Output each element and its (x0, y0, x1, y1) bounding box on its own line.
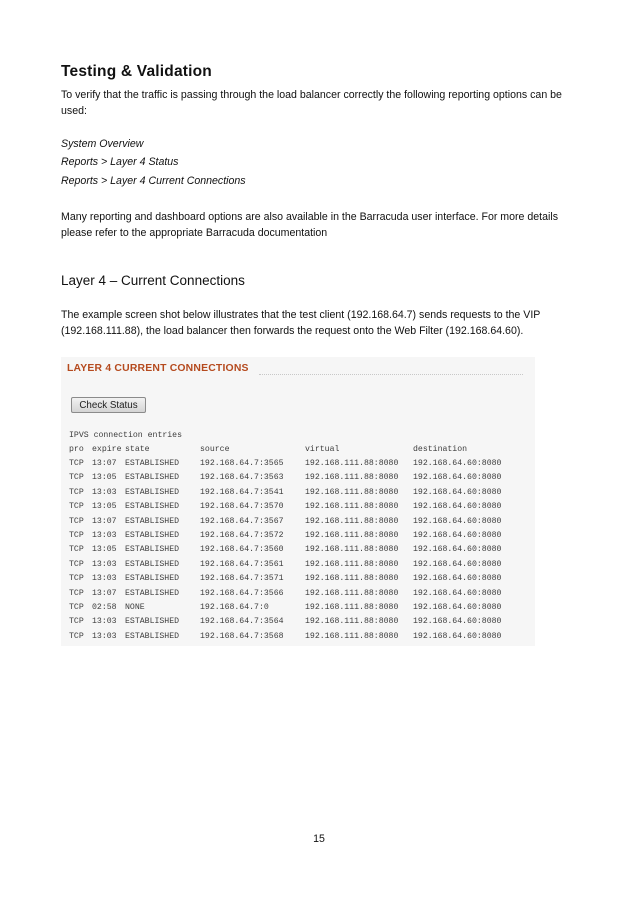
cell-source: 192.168.64.7:3565 (200, 459, 284, 468)
cell-destination: 192.168.64.60:8080 (413, 631, 502, 641)
cell-source: 192.168.64.7:3567 (200, 516, 284, 526)
connections-screenshot (61, 357, 535, 646)
cell-virtual: 192.168.111.88:8080 (305, 516, 399, 526)
cell-expire: 13:05 (92, 502, 117, 512)
cell-source: 192.168.64.7:3564 (200, 617, 284, 627)
cell-state: ESTABLISHED (125, 574, 180, 584)
cell-destination: 192.168.64.60:8080 (413, 559, 502, 569)
cell-expire: 13:03 (92, 631, 117, 641)
option-layer4-connections: Reports > Layer 4 Current Connections (61, 175, 246, 187)
more-details-paragraph: Many reporting and dashboard options are also available in the Barracuda user interface. For more details please refer to the appropriate Barracuda documentation (61, 211, 559, 239)
cell-virtual: 192.168.111.88:8080 (305, 487, 399, 497)
cell-state: ESTABLISHED (125, 459, 180, 468)
cell-virtual: 192.168.111.88:8080 (305, 559, 399, 569)
cell-expire: 13:03 (92, 617, 117, 627)
cell-virtual: 192.168.111.88:8080 (305, 631, 399, 641)
cell-destination: 192.168.64.60:8080 (413, 531, 502, 540)
cell-destination: 192.168.64.60:8080 (413, 487, 502, 497)
column-header-destination: destination (413, 445, 468, 454)
cell-source: 192.168.64.7:3572 (200, 531, 284, 540)
cell-virtual: 192.168.111.88:8080 (305, 459, 399, 468)
cell-state: ESTABLISHED (125, 502, 180, 512)
cell-pro: TCP (69, 559, 84, 569)
cell-destination: 192.168.64.60:8080 (413, 545, 502, 555)
cell-destination: 192.168.64.60:8080 (413, 459, 502, 468)
column-header-pro: pro (69, 445, 84, 454)
cell-source: 192.168.64.7:3563 (200, 473, 284, 483)
column-header-virtual: virtual (305, 445, 340, 454)
cell-virtual: 192.168.111.88:8080 (305, 502, 399, 512)
check-status-button[interactable]: Check Status (71, 397, 146, 413)
cell-expire: 13:05 (92, 473, 117, 483)
cell-source: 192.168.64.7:3541 (200, 487, 284, 497)
cell-expire: 13:07 (92, 459, 117, 468)
cell-expire: 13:03 (92, 559, 117, 569)
cell-state: ESTABLISHED (125, 473, 180, 483)
section-paragraph: The example screen shot below illustrates that the test client (192.168.64.7) sends requests to the VIP (192.168.111.88), the load balancer then forwards the request onto the Web Filter (192.168.64.60). (61, 309, 541, 337)
cell-virtual: 192.168.111.88:8080 (305, 603, 399, 612)
cell-pro: TCP (69, 459, 84, 468)
cell-state: ESTABLISHED (125, 545, 180, 555)
screenshot-title: LAYER 4 CURRENT CONNECTIONS (67, 363, 249, 374)
column-header-expire: expire (92, 445, 122, 454)
column-header-source: source (200, 445, 230, 454)
cell-pro: TCP (69, 545, 84, 555)
cell-state: ESTABLISHED (125, 487, 180, 497)
cell-source: 192.168.64.7:3566 (200, 588, 284, 598)
cell-source: 192.168.64.7:3560 (200, 545, 284, 555)
cell-pro: TCP (69, 531, 84, 540)
cell-source: 192.168.64.7:3571 (200, 574, 284, 584)
cell-virtual: 192.168.111.88:8080 (305, 617, 399, 627)
cell-expire: 13:05 (92, 545, 117, 555)
cell-virtual: 192.168.111.88:8080 (305, 473, 399, 483)
cell-destination: 192.168.64.60:8080 (413, 502, 502, 512)
cell-expire: 13:03 (92, 487, 117, 497)
cell-pro: TCP (69, 588, 84, 598)
cell-expire: 13:07 (92, 588, 117, 598)
cell-pro: TCP (69, 502, 84, 512)
cell-destination: 192.168.64.60:8080 (413, 473, 502, 483)
cell-source: 192.168.64.7:0 (200, 603, 269, 612)
column-header-state: state (125, 445, 150, 454)
cell-virtual: 192.168.111.88:8080 (305, 588, 399, 598)
cell-pro: TCP (69, 473, 84, 483)
cell-pro: TCP (69, 574, 84, 584)
option-layer4-status: Reports > Layer 4 Status (61, 156, 179, 168)
ipvs-label: IPVS connection entries (69, 431, 183, 440)
title-divider (259, 374, 523, 375)
cell-destination: 192.168.64.60:8080 (413, 516, 502, 526)
cell-source: 192.168.64.7:3561 (200, 559, 284, 569)
cell-source: 192.168.64.7:3570 (200, 502, 284, 512)
cell-state: ESTABLISHED (125, 617, 180, 627)
cell-destination: 192.168.64.60:8080 (413, 617, 502, 627)
cell-state: ESTABLISHED (125, 631, 180, 641)
cell-pro: TCP (69, 631, 84, 641)
cell-state: ESTABLISHED (125, 559, 180, 569)
cell-pro: TCP (69, 603, 84, 612)
cell-virtual: 192.168.111.88:8080 (305, 531, 399, 540)
cell-pro: TCP (69, 516, 84, 526)
cell-expire: 13:07 (92, 516, 117, 526)
cell-expire: 13:03 (92, 574, 117, 584)
cell-state: ESTABLISHED (125, 588, 180, 598)
cell-destination: 192.168.64.60:8080 (413, 603, 502, 612)
intro-paragraph: To verify that the traffic is passing through the load balancer correctly the following reporting options can be used: (61, 89, 562, 117)
cell-virtual: 192.168.111.88:8080 (305, 545, 399, 555)
cell-destination: 192.168.64.60:8080 (413, 588, 502, 598)
cell-state: NONE (125, 603, 145, 612)
cell-state: ESTABLISHED (125, 531, 180, 540)
page-heading: Testing & Validation (61, 63, 212, 80)
cell-destination: 192.168.64.60:8080 (413, 574, 502, 584)
cell-pro: TCP (69, 617, 84, 627)
cell-pro: TCP (69, 487, 84, 497)
cell-expire: 13:03 (92, 531, 117, 540)
cell-virtual: 192.168.111.88:8080 (305, 574, 399, 584)
page-number: 15 (313, 833, 325, 845)
cell-state: ESTABLISHED (125, 516, 180, 526)
cell-expire: 02:58 (92, 603, 117, 612)
option-system-overview: System Overview (61, 138, 144, 150)
cell-source: 192.168.64.7:3568 (200, 631, 284, 641)
section-title: Layer 4 – Current Connections (61, 273, 245, 288)
